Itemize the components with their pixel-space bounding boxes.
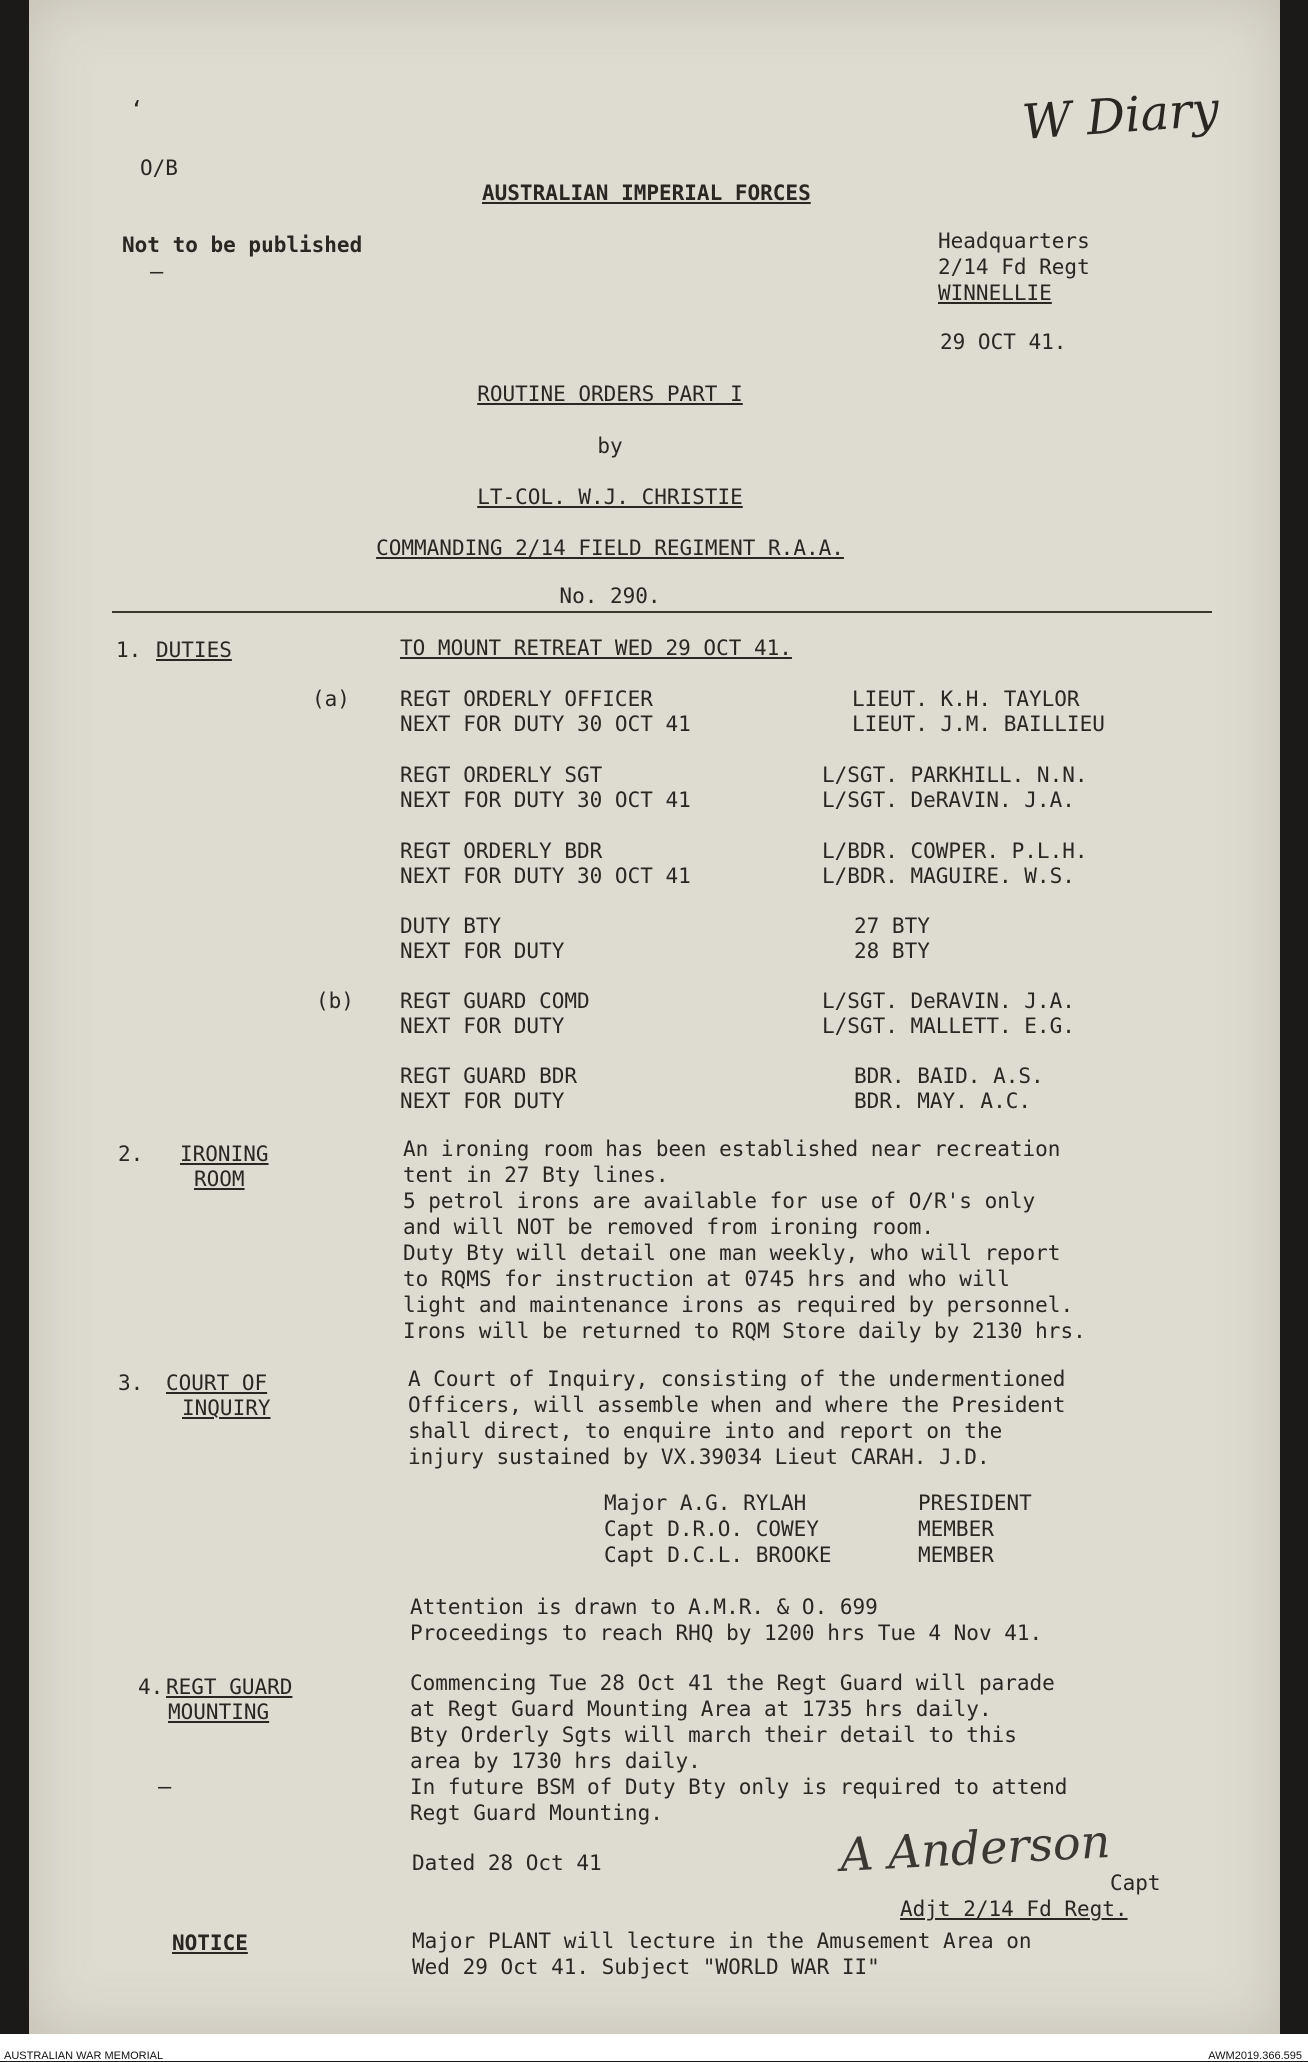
body-line: Attention is drawn to A.M.R. & O. 699: [410, 1595, 878, 1619]
notice-title: NOTICE: [172, 1931, 248, 1955]
margin-tick-mark: ‘: [130, 98, 144, 123]
section-title: ROOM: [194, 1167, 245, 1191]
duty-label: REGT ORDERLY SGT: [400, 763, 603, 787]
section-number: 2.: [118, 1142, 144, 1166]
inquiry-member-role: MEMBER: [918, 1517, 994, 1541]
duty-label: DUTY BTY: [400, 914, 502, 938]
command-unit: COMMANDING 2/14 FIELD REGIMENT R.A.A.: [376, 536, 844, 560]
body-line: light and maintenance irons as required by personnel.: [403, 1293, 1074, 1317]
body-line: shall direct, to enquire into and report on the: [408, 1419, 1003, 1443]
section-number: 1.: [116, 638, 142, 662]
duty-name: L/BDR. COWPER. P.L.H.: [822, 839, 1088, 863]
subsection-label: (b): [316, 989, 354, 1013]
body-line: Proceedings to reach RHQ by 1200 hrs Tue 4 Nov 41.: [410, 1621, 1043, 1645]
body-line: Irons will be returned to RQM Store daily by 2130 hrs.: [403, 1319, 1086, 1343]
orders-heading: ROUTINE ORDERS PART I: [477, 382, 743, 406]
duty-name: 28 BTY: [854, 939, 930, 963]
body-line: and will NOT be removed from ironing room.: [403, 1215, 935, 1239]
inquiry-member-name: Major A.G. RYLAH: [604, 1491, 807, 1515]
margin-dash-mark: –: [150, 260, 164, 285]
body-line: An ironing room has been established near recreation: [403, 1137, 1061, 1161]
section-title: REGT GUARD: [166, 1675, 293, 1699]
document-title: AUSTRALIAN IMPERIAL FORCES: [482, 181, 811, 205]
body-line: to RQMS for instruction at 0745 hrs and who will: [403, 1267, 1010, 1291]
notice-line: Wed 29 Oct 41. Subject "WORLD WAR II": [412, 1955, 880, 1979]
section-title: DUTIES: [156, 638, 232, 662]
archive-reference: AWM2019.366.595: [1208, 2050, 1302, 2062]
restriction-note: Not to be published: [122, 233, 363, 257]
duties-intro: TO MOUNT RETREAT WED 29 OCT 41.: [400, 636, 792, 660]
body-line: at Regt Guard Mounting Area at 1735 hrs daily.: [410, 1697, 992, 1721]
address-line: 2/14 Fd Regt: [938, 255, 1090, 279]
body-line: 5 petrol irons are available for use of O/R's only: [403, 1189, 1036, 1213]
duty-label: NEXT FOR DUTY: [400, 1014, 565, 1038]
signature-scrawl: A Anderson: [838, 1813, 1112, 1883]
duty-label: REGT GUARD COMD: [400, 989, 590, 1013]
body-line: Officers, will assemble when and where the President: [408, 1393, 1066, 1417]
archive-footer: [0, 2034, 1308, 2061]
inquiry-member-role: PRESIDENT: [918, 1491, 1032, 1515]
duty-name: L/SGT. DeRAVIN. J.A.: [822, 788, 1075, 812]
orders-by: by: [597, 434, 623, 458]
duty-name: L/SGT. PARKHILL. N.N.: [822, 763, 1088, 787]
body-line: A Court of Inquiry, consisting of the undermentioned: [408, 1367, 1066, 1391]
duty-label: REGT ORDERLY OFFICER: [400, 687, 653, 711]
body-line: injury sustained by VX.39034 Lieut CARAH. J.D.: [408, 1445, 990, 1469]
margin-dash-mark: –: [158, 1775, 172, 1800]
inquiry-member-name: Capt D.R.O. COWEY: [604, 1517, 819, 1541]
duty-name: L/SGT. DeRAVIN. J.A.: [822, 989, 1075, 1013]
address-line: Headquarters: [938, 229, 1090, 253]
duty-name: L/BDR. MAGUIRE. W.S.: [822, 864, 1075, 888]
duty-name: LIEUT. K.H. TAYLOR: [852, 687, 1080, 711]
inquiry-member-name: Capt D.C.L. BROOKE: [604, 1543, 832, 1567]
file-reference: O/B: [140, 156, 178, 180]
heading-divider: [112, 611, 1212, 613]
duty-name: L/SGT. MALLETT. E.G.: [822, 1014, 1075, 1038]
duty-label: REGT ORDERLY BDR: [400, 839, 603, 863]
duty-name: BDR. BAID. A.S.: [854, 1064, 1044, 1088]
duty-name: LIEUT. J.M. BAILLIEU: [852, 712, 1105, 736]
duty-name: BDR. MAY. A.C.: [854, 1089, 1032, 1113]
signatory-rank: Capt: [1110, 1871, 1161, 1895]
body-line: Duty Bty will detail one man weekly, who will report: [403, 1241, 1061, 1265]
body-line: Commencing Tue 28 Oct 41 the Regt Guard will parade: [410, 1671, 1055, 1695]
duty-label: NEXT FOR DUTY: [400, 939, 565, 963]
orders-number: No. 290.: [559, 584, 661, 608]
duty-label: NEXT FOR DUTY 30 OCT 41: [400, 788, 691, 812]
body-line: area by 1730 hrs daily.: [410, 1749, 701, 1773]
archive-name: AUSTRALIAN WAR MEMORIAL: [4, 2050, 164, 2062]
section-number: 3.: [118, 1371, 144, 1395]
section-title: IRONING: [180, 1142, 269, 1166]
inquiry-member-role: MEMBER: [918, 1543, 994, 1567]
duty-label: NEXT FOR DUTY 30 OCT 41: [400, 712, 691, 736]
body-line: tent in 27 Bty lines.: [403, 1163, 669, 1187]
section-title: COURT OF: [166, 1371, 268, 1395]
issue-date: 29 OCT 41.: [940, 330, 1067, 354]
body-line: Bty Orderly Sgts will march their detail to this: [410, 1723, 1017, 1747]
duty-name: 27 BTY: [854, 914, 930, 938]
notice-line: Major PLANT will lecture in the Amusement Area on: [412, 1929, 1032, 1953]
address-line: WINNELLIE: [938, 281, 1052, 305]
body-line: In future BSM of Duty Bty only is required to attend: [410, 1775, 1068, 1799]
subsection-label: (a): [312, 687, 350, 711]
duty-label: NEXT FOR DUTY: [400, 1089, 565, 1113]
handwritten-annotation: W Diary: [1020, 81, 1221, 151]
commanding-officer: LT-COL. W.J. CHRISTIE: [477, 485, 743, 509]
duty-label: NEXT FOR DUTY 30 OCT 41: [400, 864, 691, 888]
section-title: INQUIRY: [182, 1396, 271, 1420]
body-line: Regt Guard Mounting.: [410, 1801, 663, 1825]
dated-line: Dated 28 Oct 41: [412, 1851, 602, 1875]
section-title: MOUNTING: [168, 1700, 270, 1724]
duty-label: REGT GUARD BDR: [400, 1064, 578, 1088]
section-number: 4.: [138, 1675, 164, 1699]
signatory-appointment: Adjt 2/14 Fd Regt.: [900, 1897, 1128, 1921]
